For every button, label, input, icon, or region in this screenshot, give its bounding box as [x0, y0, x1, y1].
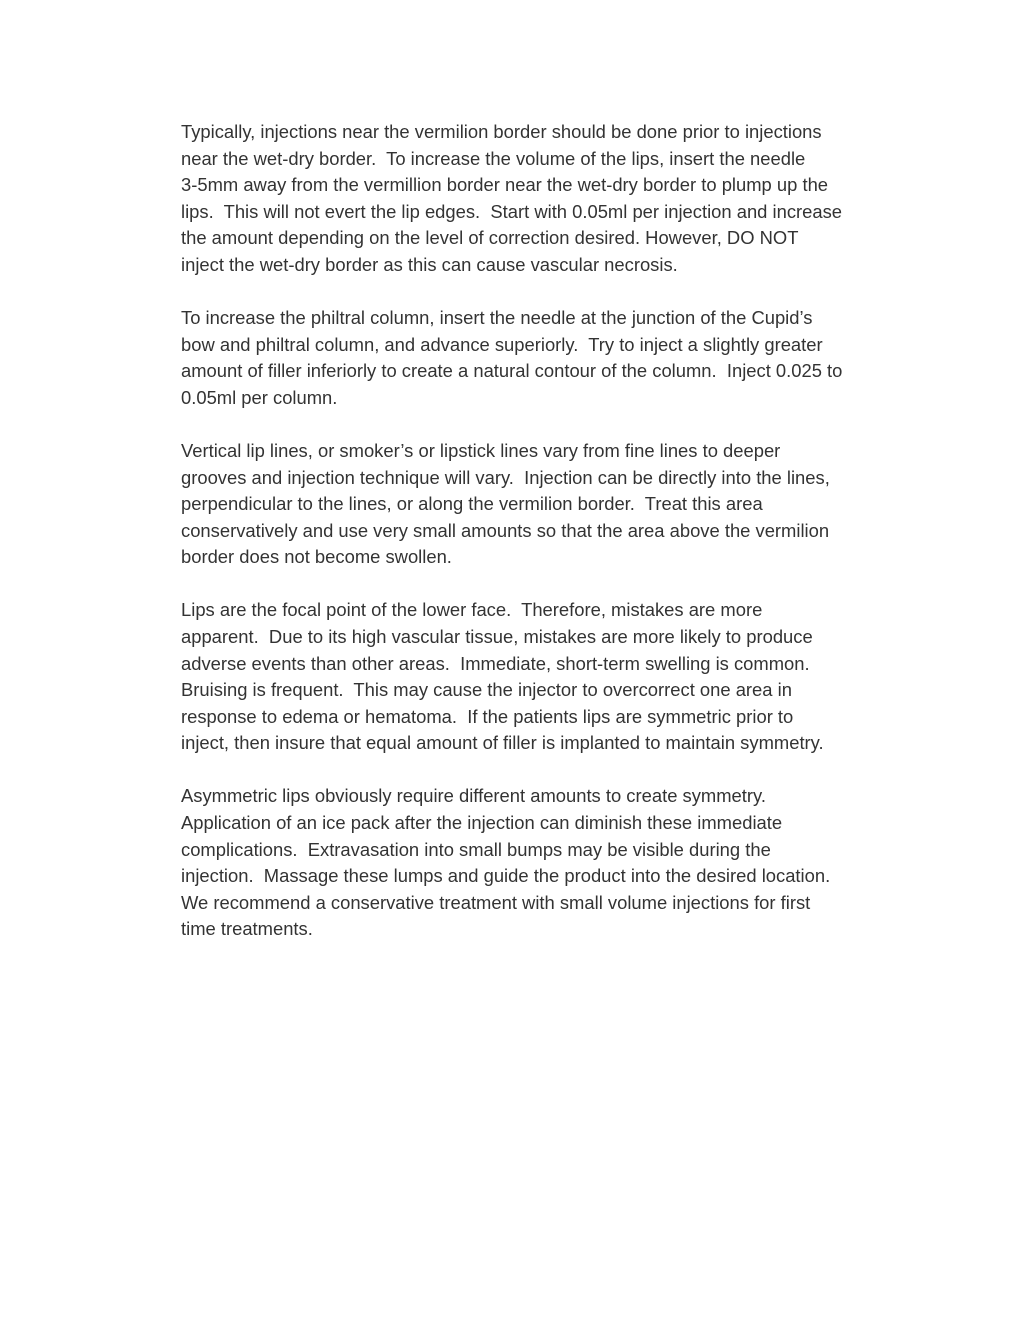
text-line: adverse events than other areas. Immediate, short-term swelling is common. [181, 652, 810, 674]
text-line: injection. Massage these lumps and guide the product into the desired location. [181, 865, 831, 887]
text-line: We recommend a conservative treatment with small volume injections for first [181, 891, 811, 913]
text-line: Asymmetric lips obviously require different amounts to create symmetry. [181, 785, 766, 807]
text-line: Vertical lip lines, or smoker’s or lipstick lines vary from fine lines to deeper [181, 439, 781, 461]
paragraph-asymmetric-lips [181, 783, 921, 943]
text-line: Lips are the focal point of the lower face. Therefore, mistakes are more [181, 599, 763, 621]
text-line: border does not become swollen. [181, 546, 452, 568]
text-line: complications. Extravasation into small bumps may be visible during the [181, 838, 771, 860]
document-body [181, 119, 921, 970]
text-line: Application of an ice pack after the injection can diminish these immediate [181, 812, 783, 834]
text-line: time treatments. [181, 918, 313, 940]
text-line: 0.05ml per column. [181, 386, 338, 408]
text-line: grooves and injection technique will vary. Injection can be directly into the lines, [181, 466, 830, 488]
text-line: near the wet-dry border. To increase the volume of the lips, insert the needle [181, 147, 806, 169]
paragraph-focal-point [181, 597, 921, 757]
text-line: response to edema or hematoma. If the patients lips are symmetric prior to [181, 705, 794, 727]
paragraph-vermilion-border [181, 119, 921, 279]
text-line: conservatively and use very small amounts so that the area above the vermilion [181, 519, 830, 541]
text-line: bow and philtral column, and advance superiorly. Try to inject a slightly greater [181, 333, 823, 355]
text-line: lips. This will not evert the lip edges. Start with 0.05ml per injection and increase [181, 200, 843, 222]
text-line: Typically, injections near the vermilion border should be done prior to injections [181, 121, 822, 142]
text-line: Bruising is frequent. This may cause the injector to overcorrect one area in [181, 679, 792, 701]
text-line: inject, then insure that equal amount of filler is implanted to maintain symmetry. [181, 732, 824, 754]
text-line: perpendicular to the lines, or along the vermilion border. Treat this area [181, 493, 763, 515]
text-line: inject the wet-dry border as this can cause vascular necrosis. [181, 253, 678, 275]
text-line: the amount depending on the level of correction desired. However, DO NOT [181, 227, 799, 249]
text-line: 3-5mm away from the vermillion border near the wet-dry border to plump up the [181, 174, 829, 196]
paragraph-philtral-column [181, 305, 921, 411]
text-line: amount of filler inferiorly to create a natural contour of the column. Inject 0.025 to [181, 360, 843, 382]
text-line: To increase the philtral column, insert the needle at the junction of the Cupid’s [181, 307, 813, 329]
text-line: apparent. Due to its high vascular tissue, mistakes are more likely to produce [181, 626, 813, 647]
paragraph-vertical-lip-lines [181, 438, 921, 571]
